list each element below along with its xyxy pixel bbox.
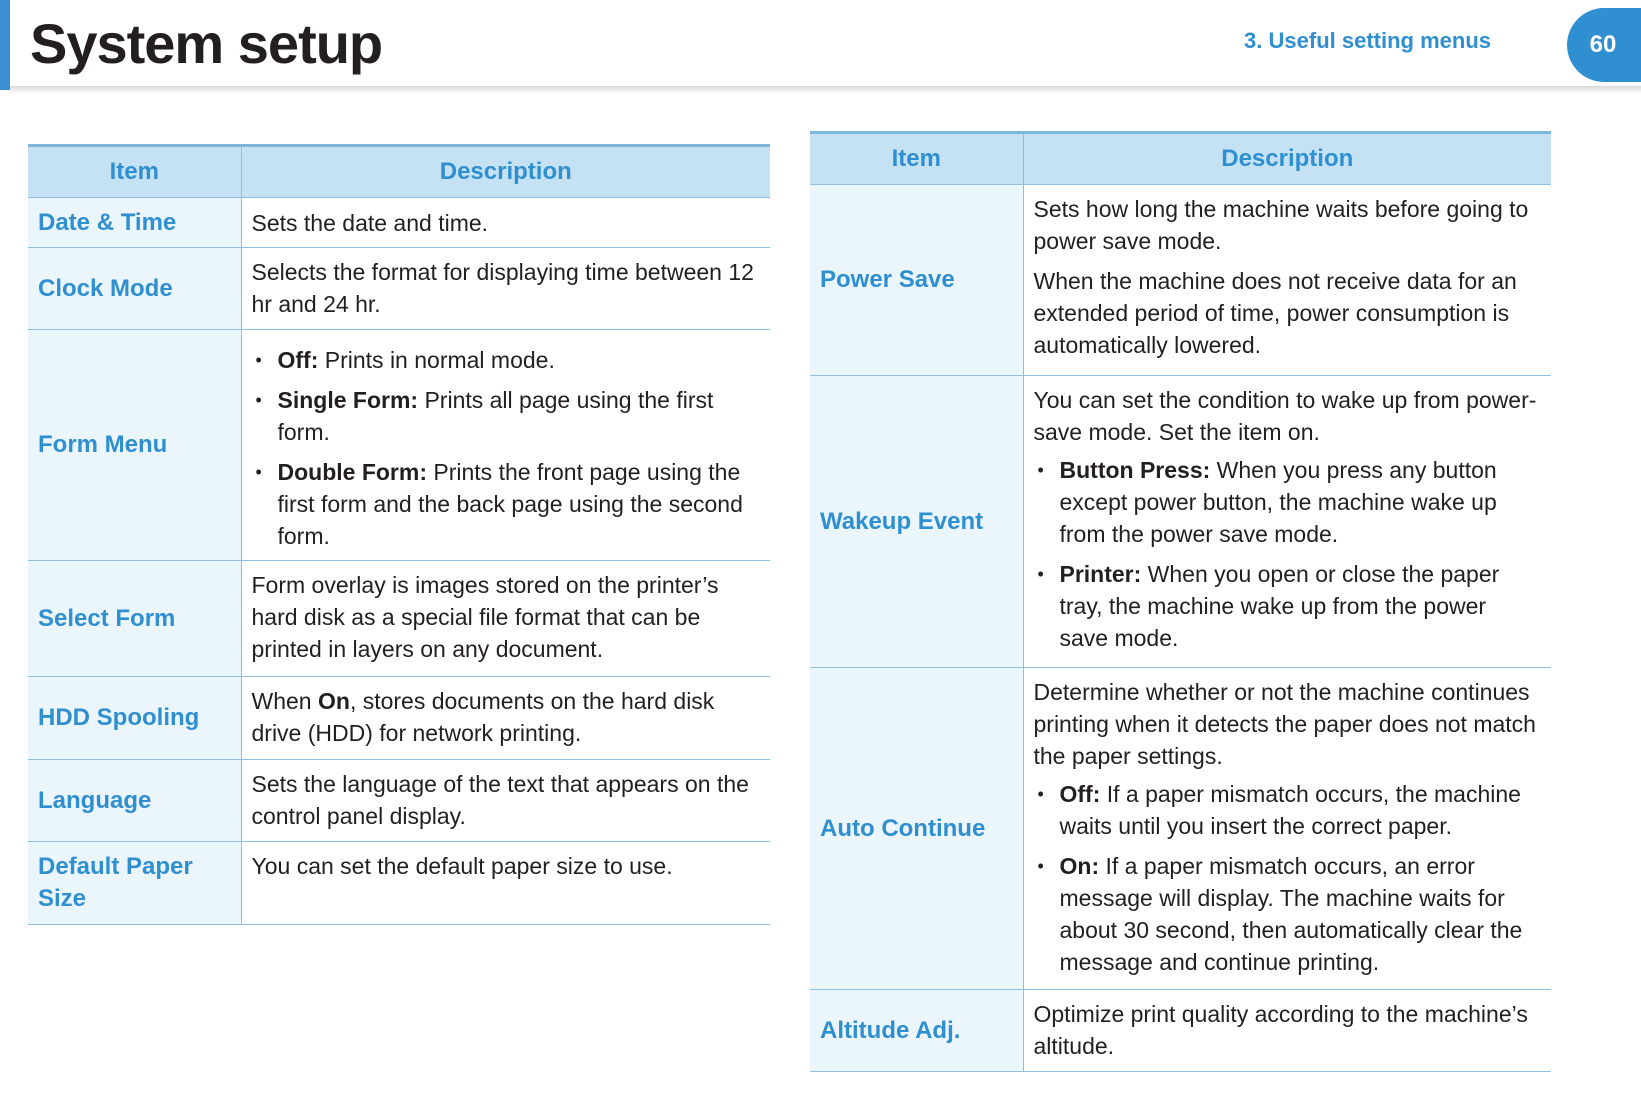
description-paragraph: When the machine does not receive data for an extended period of time, power consumption is automatically lowered. <box>1033 268 1517 358</box>
settings-table-left <box>28 144 770 925</box>
item-description: You can set the default paper size to use. <box>241 842 770 925</box>
description-paragraph: You can set the condition to wake up from power-save mode. Set the item on. <box>1033 387 1537 445</box>
item-name: HDD Spooling <box>28 677 241 760</box>
description-paragraph: Sets how long the machine waits before going to power save mode. <box>1033 196 1529 254</box>
page-title: System setup <box>30 12 383 75</box>
table-row-power-save <box>810 185 1551 376</box>
header-accent-bar <box>0 0 10 90</box>
table-header-row <box>28 146 770 198</box>
item-description <box>1023 668 1551 990</box>
option-term: Single Form: <box>277 387 419 413</box>
option-term: Printer: <box>1059 561 1142 587</box>
item-description: Optimize print quality according to the machine’s altitude. <box>1023 990 1551 1072</box>
option-text: If a paper mismatch occurs, the machine waits until you insert the correct paper. <box>1059 781 1521 839</box>
option-list <box>1034 454 1540 654</box>
item-name: Clock Mode <box>28 248 241 330</box>
description-paragraph: Determine whether or not the machine continues printing when it detects the paper does not match the paper settings. <box>1033 679 1536 769</box>
option-term: Off: <box>1059 781 1101 807</box>
option-term: On: <box>1059 853 1100 879</box>
table-row-auto-continue <box>810 668 1551 990</box>
list-item <box>1034 558 1540 654</box>
column-header-item: Item <box>28 146 241 198</box>
table-row-wakeup-event <box>810 376 1551 668</box>
item-description: Sets the date and time. <box>241 198 770 248</box>
table-row-clock-mode <box>28 248 770 330</box>
option-text: When you press any button except power button, the machine wake up from the power save mode. <box>1059 457 1497 547</box>
option-text: When you open or close the paper tray, the machine wake up from the power save mode. <box>1059 561 1500 651</box>
item-description: Selects the format for displaying time between 12 hr and 24 hr. <box>241 248 770 330</box>
option-term: Double Form: <box>277 459 427 485</box>
item-name: Wakeup Event <box>810 376 1023 668</box>
item-name: Language <box>28 760 241 842</box>
item-name: Altitude Adj. <box>810 990 1023 1072</box>
option-text: Prints all page using the first form. <box>277 387 714 445</box>
item-description <box>1023 185 1551 376</box>
table-row-date-time <box>28 198 770 248</box>
option-text: If a paper mismatch occurs, an error message will display. The machine waits for about 30 second, then automatically clear the message and continue printing. <box>1059 853 1523 975</box>
column-header-description: Description <box>241 146 770 198</box>
table-row-hdd-spooling <box>28 677 770 760</box>
table-row-select-form <box>28 561 770 677</box>
section-breadcrumb: 3. Useful setting menus <box>1244 28 1491 53</box>
item-description: Form overlay is images stored on the printer’s hard disk as a special file format that can be printed in layers on any document. <box>241 561 770 677</box>
table-row-form-menu <box>28 330 770 561</box>
item-name: Default Paper Size <box>28 842 241 925</box>
description-emphasis: On <box>317 688 350 714</box>
column-header-item: Item <box>810 133 1023 185</box>
description-text: When <box>251 688 318 714</box>
table-row-language <box>28 760 770 842</box>
option-list <box>1034 778 1540 978</box>
list-item <box>1034 850 1540 978</box>
item-description <box>241 677 770 760</box>
table-header-row <box>810 133 1551 185</box>
list-item <box>1034 778 1540 842</box>
settings-table-right <box>810 131 1551 1072</box>
option-term: Off: <box>277 347 319 373</box>
item-name: Auto Continue <box>810 668 1023 990</box>
list-item <box>252 456 759 552</box>
item-name: Date & Time <box>28 198 241 248</box>
item-name: Form Menu <box>28 330 241 561</box>
list-item <box>1034 454 1540 550</box>
page-number-badge: 60 <box>1567 8 1641 82</box>
option-term: Button Press: <box>1059 457 1211 483</box>
item-description <box>241 330 770 561</box>
list-item <box>252 344 759 376</box>
table-row-default-paper-size <box>28 842 770 925</box>
option-text: Prints in normal mode. <box>318 347 555 373</box>
item-description: Sets the language of the text that appears on the control panel display. <box>241 760 770 842</box>
header-divider <box>10 86 1641 94</box>
description-text: , stores documents on the hard disk drive (HDD) for network printing. <box>251 688 715 746</box>
option-list <box>252 344 759 552</box>
item-description <box>1023 376 1551 668</box>
item-name: Select Form <box>28 561 241 677</box>
option-text: Prints the front page using the first form and the back page using the second form. <box>277 459 743 549</box>
item-name: Power Save <box>810 185 1023 376</box>
list-item <box>252 384 759 448</box>
table-row-altitude-adj <box>810 990 1551 1072</box>
column-header-description: Description <box>1023 133 1551 185</box>
